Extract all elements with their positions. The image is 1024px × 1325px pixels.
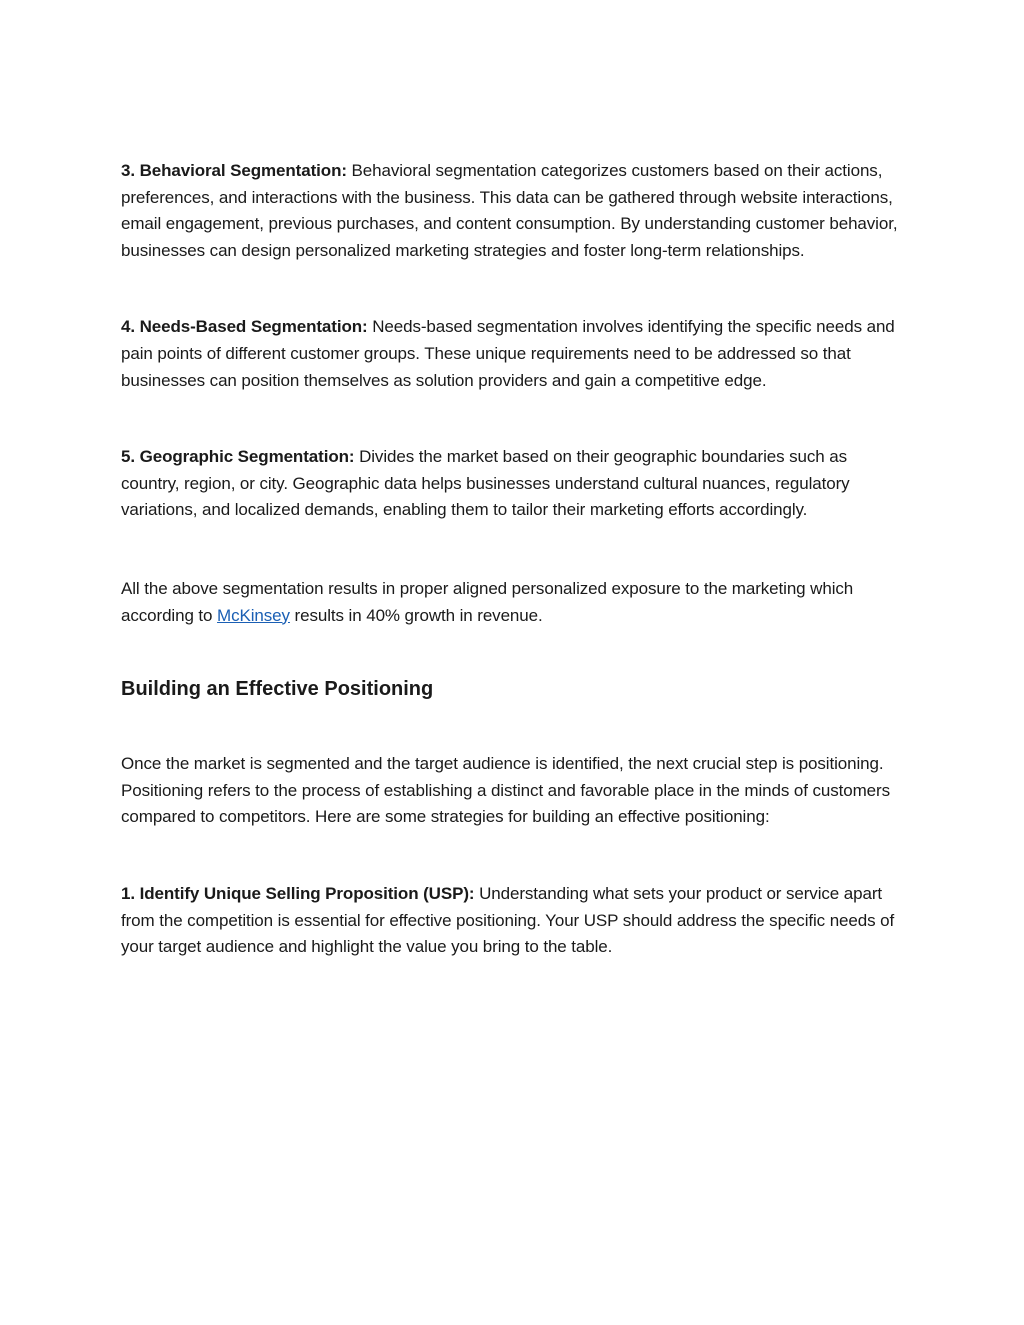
spacer — [121, 629, 905, 675]
geographic-segmentation-title: 5. Geographic Segmentation: — [121, 447, 355, 467]
spacer — [121, 264, 905, 314]
summary-text-before-link: All the above segmentation results in proper aligned personalized exposure to the marketing which according to — [121, 578, 854, 625]
summary-text-after-link: results in 40% growth in revenue. — [289, 605, 543, 625]
usp-paragraph — [121, 881, 905, 961]
section-heading: Building an Effective Positioning — [121, 678, 434, 701]
needs-based-segmentation-body: Needs-based segmentation involves identifying the specific needs and pain points of different customer groups. These unique requirements need to be addressed so that businesses can position themselves as solution providers and gain a competitive edge. — [121, 317, 895, 390]
spacer — [121, 394, 905, 444]
spacer — [121, 703, 905, 751]
needs-based-segmentation-title: 4. Needs-Based Segmentation: — [121, 317, 368, 337]
spacer — [121, 524, 905, 576]
usp-title: 1. Identify Unique Selling Proposition (USP): — [121, 883, 475, 903]
spacer — [121, 831, 905, 881]
positioning-intro-paragraph: Once the market is segmented and the target audience is identified, the next crucial step is positioning. Positioning refers to the process of establishing a distinct and favorable place in the minds of customers compared to competitors. Here are some strategies for building an effective positioning: — [121, 754, 890, 827]
needs-based-segmentation-paragraph — [121, 314, 905, 394]
mckinsey-link[interactable]: McKinsey — [217, 605, 290, 625]
behavioral-segmentation-title: 3. Behavioral Segmentation: — [121, 161, 347, 180]
document-content — [121, 158, 905, 961]
behavioral-segmentation-body: Behavioral segmentation categorizes customers based on their actions, preferences, and interactions with the business. This data can be gathered through website interactions, email engagement, previous purchases, and content consumption. By understanding customer behavior, businesses can design personalized marketing strategies and foster long-term relationships. — [121, 161, 898, 260]
summary-paragraph — [121, 576, 905, 629]
usp-body: Understanding what sets your product or service apart from the competition is essential for effective positioning. Your USP should address the specific needs of your target audience and highlight the value you bring to the table. — [121, 883, 895, 957]
geographic-segmentation-body: Divides the market based on their geographic boundaries such as country, region, or city. Geographic data helps businesses understand cultural nuances, regulatory variations, and localized demands, enabling them to tailor their marketing efforts accordingly. — [121, 447, 850, 520]
behavioral-segmentation-paragraph — [121, 158, 905, 264]
geographic-segmentation-paragraph — [121, 444, 905, 524]
